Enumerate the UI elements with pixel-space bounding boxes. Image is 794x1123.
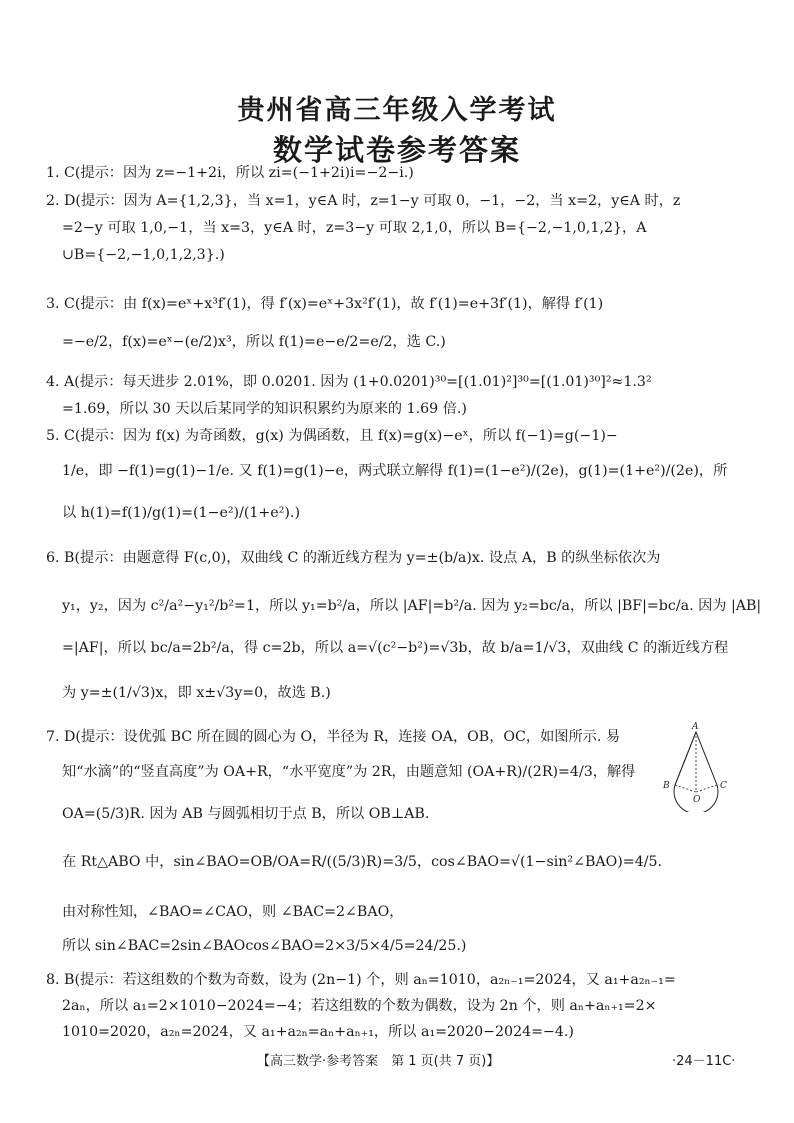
answer-line: 以 h(1)=f(1)/g(1)=(1−e²)/(1+e²).) [62,505,300,521]
answer-line: =1.69，所以 30 天以后某同学的知识积累约为原来的 1.69 倍.) [62,401,467,417]
answer-line: 1. C(提示：因为 z=−1+2i，所以 zi=(−1+2i)i=−2−i.) [46,165,414,181]
answer-line: 3. C(提示：由 f(x)=eˣ+x³f′(1)，得 f′(x)=eˣ+3x²f′(1)，故 f′(1)=e+3f′(1)，解得 f′(1) [46,296,604,312]
answer-line: 5. C(提示：因为 f(x) 为奇函数，g(x) 为偶函数，且 f(x)=g(x)−eˣ，所以 f(−1)=g(−1)− [46,428,618,444]
answer-line: 7. D(提示：设优弧 BC 所在圆的圆心为 O，半径为 R，连接 OA，OB，OC，如图所示. 易 [46,729,621,745]
answer-line: 1010=2020，a₂ₙ=2024，又 a₁+a₂ₙ=aₙ+aₙ₊₁，所以 a₁=2020−2024=−4.) [62,1024,574,1040]
label-o: O [693,795,701,805]
answer-line: y₁，y₂，因为 c²/a²−y₁²/b²=1，所以 y₁=b²/a，所以 |AF|=b²/a. 因为 y₂=bc/a，所以 |BF|=bc/a. 因为 |AB| [62,598,762,614]
segment-ab [675,732,696,785]
answer-line: 6. B(提示：由题意得 F(c,0)，双曲线 C 的渐近线方程为 y=±(b/a)x. 设点 A，B 的纵坐标依次为 [46,550,661,566]
answer-line: 8. B(提示：若这组数的个数为奇数，设为 (2n−1) 个，则 aₙ=1010，a₂ₙ₋₁=2024，又 a₁+a₂ₙ₋₁= [46,972,676,988]
answer-line: 所以 sin∠BAC=2sin∠BAOcos∠BAO=2×3/5×4/5=24/25.) [62,938,467,954]
answer-line: 知“水滴”的“竖直高度”为 OA+R，“水平宽度”为 2R，由题意知 (OA+R)/(2R)=4/3，解得 [62,764,636,780]
answer-line: 4. A(提示：每天进步 2.01%，即 0.0201. 因为 (1+0.0201)³⁰=[(1.01)²]³⁰=[(1.01)³⁰]²≈1.3² [46,374,652,390]
answer-line: =−e/2，f(x)=eˣ−(e/2)x³，所以 f(1)=e−e/2=e/2，选 C.) [62,334,446,350]
water-drop-figure [660,722,732,812]
title-line-1: 贵州省高三年级入学考试 [237,95,557,126]
answer-line: OA=(5/3)R. 因为 AB 与圆弧相切于点 B，所以 OB⊥AB. [62,806,430,822]
footer-code: ·24－11C· [672,1054,736,1069]
title-line-2: 数学试卷参考答案 [272,133,521,167]
answer-line: 2. D(提示：因为 A={1,2,3}，当 x=1，y∈A 时，z=1−y 可取 0，−1，−2，当 x=2，y∈A 时，z [46,193,681,209]
label-a: A [692,722,699,732]
answer-line: 2aₙ，所以 a₁=2×1010−2024=−4；若这组数的个数为偶数，设为 2n 个，则 aₙ+aₙ₊₁=2× [62,998,657,1014]
footer-page-info: 【高三数学·参考答案 第 1 页(共 7 页)】 [257,1054,500,1069]
answer-line: 由对称性知，∠BAO=∠CAO，则 ∠BAC=2∠BAO， [62,904,404,920]
answer-line: 为 y=±(1/√3)x，即 x±√3y=0，故选 B.) [62,685,331,701]
label-c: C [720,781,727,791]
answer-line: =2−y 可取 1,0,−1，当 x=3，y∈A 时，z=3−y 可取 2,1,0，所以 B={−2,−1,0,1,2}，A [62,220,647,236]
answer-line: =|AF|，所以 bc/a=2b²/a，得 c=2b，所以 a=√(c²−b²)=√3b，故 b/a=1/√3，双曲线 C 的渐近线方程 [62,640,729,656]
segment-bo [675,785,696,792]
answer-line: 1/e，即 −f(1)=g(1)−1/e. 又 f(1)=g(1)−e，两式联立解得 f(1)=(1−e²)/(2e)，g(1)=(1+e²)/(2e)，所 [62,463,728,479]
answer-line: 在 Rt△ABO 中，sin∠BAO=OB/OA=R/((5/3)R)=3/5，cos∠BAO=√(1−sin²∠BAO)=4/5. [62,854,663,870]
answer-line: ∪B={−2,−1,0,1,2,3}.) [62,247,225,263]
segment-co [696,785,717,792]
label-b: B [663,781,670,791]
